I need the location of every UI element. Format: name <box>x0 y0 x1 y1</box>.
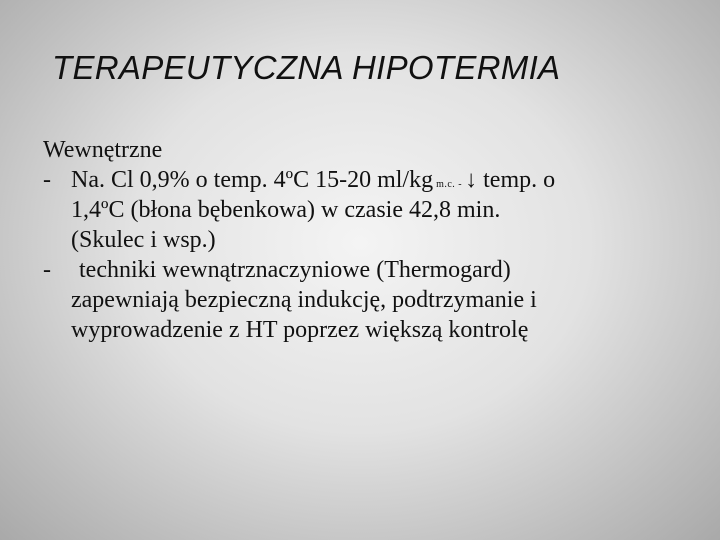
bullet-line <box>71 165 715 195</box>
slide-body <box>43 135 715 345</box>
bullet-dash: - <box>43 167 51 193</box>
bullet-line: techniki wewnątrznaczyniowe (Thermogard) <box>79 257 511 283</box>
bullet-dash: - <box>43 257 51 283</box>
bullet-line: zapewniają bezpieczną indukcję, podtrzymanie i <box>71 287 537 313</box>
bullet-item-nacl <box>43 165 715 255</box>
bullet-text: Na. Cl 0,9% o temp. 4ºC 15-20 ml/kg <box>71 167 434 193</box>
small-annotation: m.c. - <box>433 179 466 190</box>
bullet-text: ↓ temp. o <box>465 167 556 193</box>
slide-title: TERAPEUTYCZNA HIPOTERMIA <box>52 49 561 86</box>
section-heading: Wewnętrzne <box>43 137 163 163</box>
bullet-line: (Skulec i wsp.) <box>71 227 216 253</box>
bullet-line: wyprowadzenie z HT poprzez większą kontrolę <box>71 317 529 343</box>
bullet-line: 1,4ºC (błona bębenkowa) w czasie 42,8 min. <box>71 197 501 223</box>
bullet-item-techniques <box>43 255 715 345</box>
